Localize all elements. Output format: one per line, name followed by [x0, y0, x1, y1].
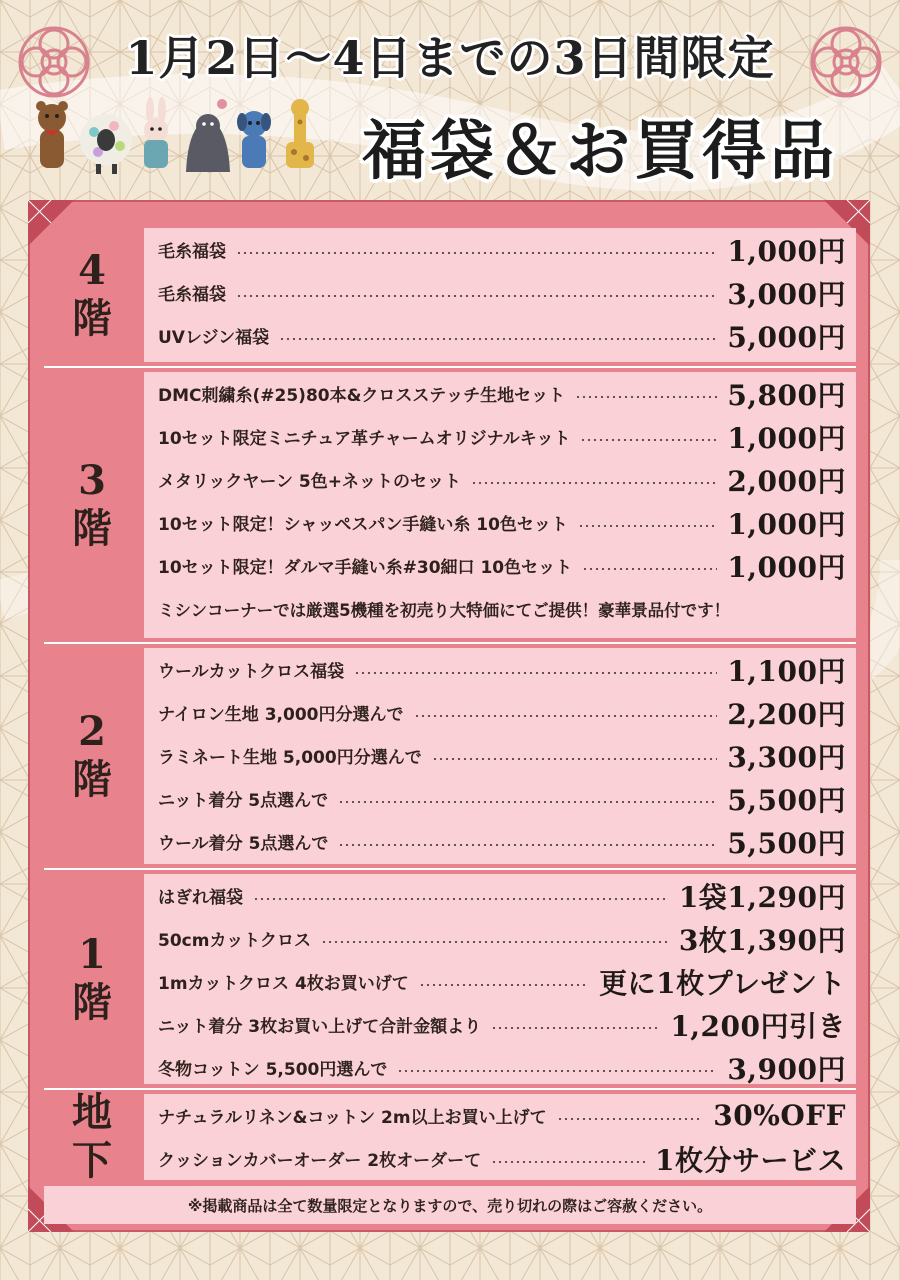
list-item: ナチュラルリネン&コットン 2m以上お買い上げて 30%OFF [158, 1099, 846, 1132]
sewing-machine-note: ミシンコーナーでは厳選5機種を初売り大特価にてご提供！豪華景品付です！ [158, 600, 731, 620]
header [0, 0, 900, 195]
list-item: 10セット限定！シャッペスパン手縫い糸 10色セット 1,000円 [158, 507, 846, 541]
list-item: はぎれ福袋 1袋1,290円 [158, 880, 846, 914]
list-item: 毛糸福袋 3,000円 [158, 277, 846, 311]
floor-label: 1 階 [72, 931, 112, 1026]
asanoha-flower-icon [806, 22, 886, 102]
list-item: 1mカットクロス 4枚お買いげて 更に1枚プレゼント [158, 966, 846, 1000]
list-item: 10セット限定！ダルマ手縫い糸#30細口 10色セット 1,000円 [158, 550, 846, 584]
floor-label: 3 階 [72, 457, 112, 552]
item-list [144, 372, 856, 638]
rabbit-mascot [144, 97, 168, 168]
floor-label: 4 階 [72, 247, 112, 342]
list-item: ウールカットクロス福袋 1,100円 [158, 654, 846, 688]
list-item: ニット着分 5点選んで 5,500円 [158, 783, 846, 817]
floor-2-section [44, 644, 856, 870]
item-list [144, 1094, 856, 1180]
price-board [28, 200, 870, 1232]
floor-3-section [44, 368, 856, 644]
title-main: 福袋＆お買得品 [362, 114, 838, 189]
sheep-mascot [80, 114, 132, 174]
bear-mascot [36, 101, 68, 168]
floor-basement-section [44, 1090, 856, 1184]
list-item: 10セット限定ミニチュア革チャームオリジナルキット 1,000円 [158, 421, 846, 455]
list-item: メタリックヤーン 5色+ネットのセット 2,000円 [158, 464, 846, 498]
floor-label: 地 下 [72, 1089, 112, 1184]
seal-mascot [186, 99, 230, 172]
list-item: DMC刺繍糸(#25)80本&クロスステッチ生地セット 5,800円 [158, 378, 846, 412]
list-item: ナイロン生地 3,000円分選んで 2,200円 [158, 697, 846, 731]
list-item: 冬物コットン 5,500円選んで 3,900円 [158, 1052, 846, 1086]
title-period: 1月2日〜4日までの3日間限定 [125, 31, 775, 85]
list-item: 毛糸福袋 1,000円 [158, 234, 846, 268]
floor-label: 2 階 [72, 708, 112, 803]
floor-4-section [44, 224, 856, 368]
list-item: UVレジン福袋 5,000円 [158, 320, 846, 354]
dog-mascot [237, 111, 271, 168]
item-list [144, 874, 856, 1084]
list-item: 50cmカットクロス 3枚1,390円 [158, 923, 846, 957]
asanoha-flower-icon [14, 22, 94, 102]
list-item: クッションカバーオーダー 2枚オーダーて 1枚分サービス [158, 1143, 846, 1177]
list-item: ニット着分 3枚お買い上げて合計金額より 1,200円引き [158, 1009, 846, 1043]
item-list [144, 228, 856, 362]
mascot-group [28, 96, 328, 180]
floor-1-section [44, 870, 856, 1090]
giraffe-mascot [286, 99, 314, 168]
list-item: ウール着分 5点選んで 5,500円 [158, 826, 846, 860]
item-list [144, 648, 856, 864]
disclaimer-note: ※掲載商品は全て数量限定となりますので、売り切れの際はご容赦ください。 [44, 1186, 856, 1224]
list-item: ラミネート生地 5,000円分選んで 3,300円 [158, 740, 846, 774]
